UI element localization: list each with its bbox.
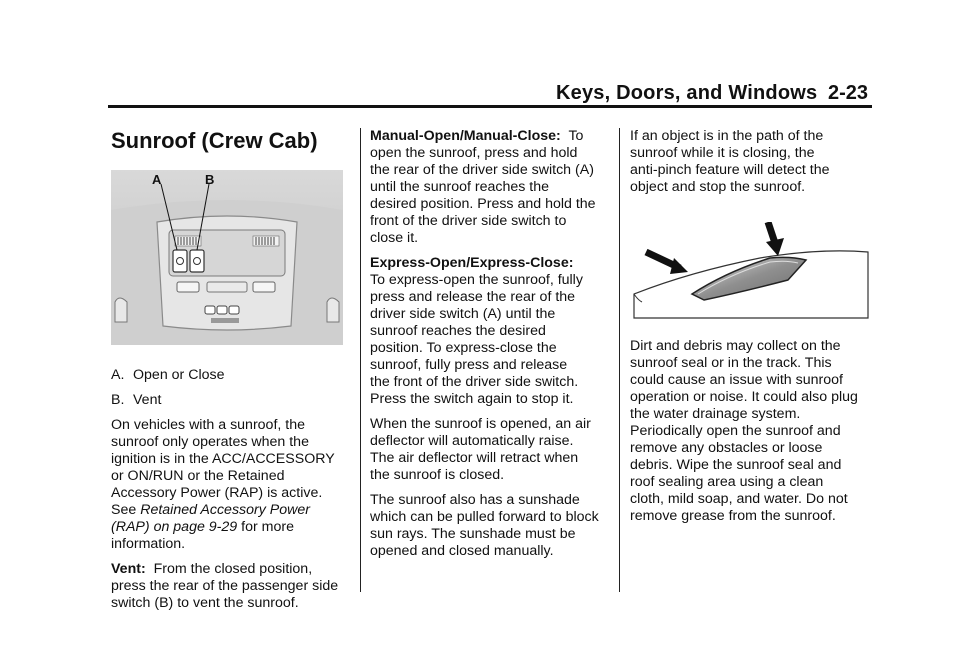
vent-paragraph: Vent: From the closed position, press the rear of the passenger side switch (B) to vent the sunroof. [111,561,339,611]
speaker-grille-right [253,236,279,246]
sunroof-operation-paragraph: On vehicles with a sunroof, the sunroof only operates when the ignition is in the ACC/ACCESSORY or ON/RUN or the Retained Accessory Power (RAP) is active. See Retained Accessory Power (RAP) on page 9-29 for more information. [111,417,335,552]
rap-cross-reference-page[interactable]: (RAP) on page 9-29 [111,519,238,535]
column-3 [630,128,875,533]
overhead-console-illustration [111,170,343,345]
page-number: 2-23 [827,82,868,104]
express-label: Express-Open/Express-Close: [370,255,574,271]
caption-a: A. Open or Close [111,367,225,383]
manual-open-close-paragraph: Manual-Open/Manual-Close: To open the sunroof, press and hold the rear of the driver side switch (A) until the sunroof reaches the desired position. Press and hold the front of the driver side switch to close it. [370,128,596,246]
express-open-close-paragraph: Express-Open/Express-Close: To express-open the sunroof, fully press and release the rear of the driver side switch (A) until the sunroof reaches the desired position. To express-close the sunroof, fully press and release the front of the driver side switch. Press the switch again to stop it. [370,255,583,407]
column-divider-1 [360,128,361,592]
section-title: Sunroof (Crew Cab) [111,128,318,153]
callout-b: B [205,172,215,187]
caption-b: B. Vent [111,392,162,408]
header-rule [108,105,872,108]
sunroof-roof-illustration [630,222,870,322]
dirt-debris-paragraph: Dirt and debris may collect on the sunroof seal or in the track. This could cause an issue with sunroof operation or noise. It could also plug the water drainage system. Periodically open the sunroof and remove any obstacles or loose debris. Wipe the sunroof seal and roof sealing area using a clean cloth, mild soap, and water. Do not remove grease from the sunroof. [630,338,858,524]
sunroof-switch-a [173,250,187,272]
sunshade-paragraph: The sunroof also has a sunshade which can be pulled forward to block sun rays. The sunshade must be opened and closed manually. [370,492,599,559]
manual-label: Manual-Open/Manual-Close: [370,128,561,144]
anti-pinch-paragraph: If an object is in the path of the sunroof while it is closing, the anti-pinch feature will detect the object and stop the sunroof. [630,128,830,195]
air-deflector-paragraph: When the sunroof is opened, an air deflector will automatically raise. The air deflector will retract when the sunroof is closed. [370,416,591,483]
sunroof-switch-b [190,250,204,272]
rap-cross-reference[interactable]: Retained Accessory Power [140,502,311,518]
page-header-title: Keys, Doors, and Windows [556,82,818,104]
column-1 [111,128,356,620]
speaker-grille-left [175,236,201,246]
column-divider-2 [619,128,620,592]
track-arrow-icon [766,222,784,256]
column-2 [370,128,615,568]
callout-a: A [152,172,162,187]
vent-label: Vent: [111,561,146,577]
seal-arrow-icon [646,252,688,274]
